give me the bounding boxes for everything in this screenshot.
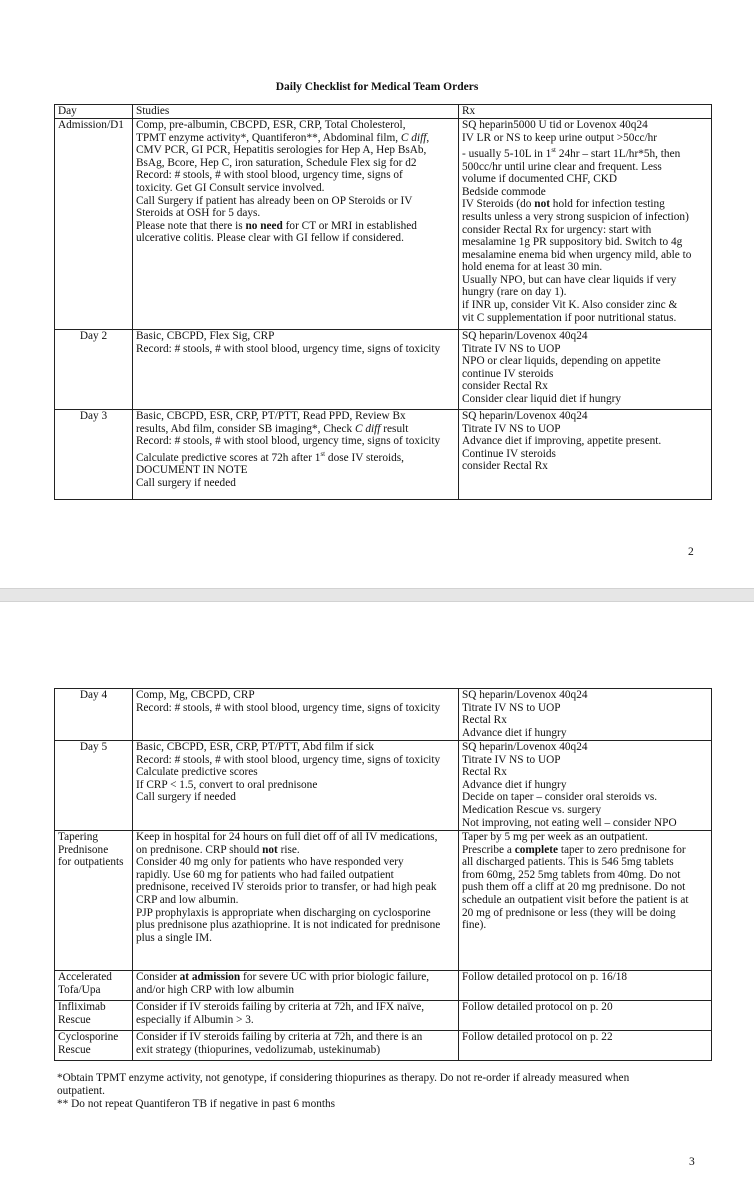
- day-cell: [55, 1031, 133, 1061]
- studies-line: Record: # stools, # with stool blood, urgency time, signs of toxicity: [136, 753, 441, 766]
- rx-line: - usually 5-10L in 1st 24hr – start 1L/hr*5h, then: [462, 146, 681, 160]
- studies-cell: [133, 119, 459, 330]
- day-line: Tapering: [58, 831, 98, 843]
- day-cell: Day 3: [55, 410, 133, 500]
- rx-line: Bedside commode: [462, 185, 546, 198]
- studies-line: CRP and low albumin.: [136, 893, 239, 906]
- rx-line: Advance diet if improving, appetite present.: [462, 435, 662, 448]
- rx-cell: [459, 410, 712, 500]
- day-line: Cyclosporine: [58, 1031, 119, 1043]
- table-row: [55, 741, 712, 831]
- rx-line: Follow detailed protocol on p. 20: [462, 1001, 613, 1013]
- rx-cell: [459, 741, 712, 831]
- footnote-line: outpatient.: [57, 1084, 106, 1097]
- studies-cell: [133, 330, 459, 410]
- day-cell: Admission/D1: [55, 119, 133, 330]
- studies-line: prednisone, received IV steroids prior to transfer, or had high peak: [136, 881, 437, 894]
- table-row: [55, 119, 712, 330]
- rx-cell: [459, 1001, 712, 1031]
- rx-line: from 60mg, 252 5mg tablets from 40mg. Do not: [462, 868, 681, 881]
- day-cell: [55, 689, 133, 741]
- rx-line: Titrate IV NS to UOP: [462, 753, 561, 766]
- table-row: [55, 1031, 712, 1061]
- studies-line: Please note that there is no need for CT or MRI in established: [136, 219, 417, 232]
- rx-line: volume if documented CHF, CKD: [462, 173, 618, 186]
- studies-line: TPMT enzyme activity*, Quantiferon**, Abdominal film, C diff,: [136, 131, 430, 144]
- rx-line: consider Rectal Rx for urgency: start with: [462, 223, 652, 236]
- rx-line: Advance diet if hungry: [462, 778, 567, 791]
- day-cell: Day 2: [55, 330, 133, 410]
- studies-line: Calculate predictive scores at 72h after 1st dose IV steroids,: [136, 449, 404, 464]
- rx-line: mesalamine 1g PR suppository bid. Switch to 4g: [462, 236, 683, 249]
- rx-line: Continue IV steroids: [462, 447, 556, 460]
- rx-line: all discharged patients. This is 546 5mg tablets: [462, 856, 674, 869]
- studies-cell: [133, 1001, 459, 1031]
- rx-line: hold enema for at least 30 min.: [462, 261, 603, 274]
- rx-line: results unless a very strong suspicion of infection): [462, 210, 689, 223]
- studies-line: BsAg, Bcore, Hep C, iron saturation, Schedule Flex sig for d2: [136, 156, 417, 169]
- studies-line: Record: # stools, # with stool blood, urgency time, signs of toxicity: [136, 435, 441, 448]
- studies-line: Call surgery if needed: [136, 791, 236, 804]
- rx-line: Consider clear liquid diet if hungry: [462, 392, 622, 405]
- rx-line: continue IV steroids: [462, 367, 554, 380]
- day-line: Infliximab: [58, 1001, 106, 1013]
- footnote-quantiferon: [57, 1098, 335, 1111]
- table-row: [55, 1001, 712, 1031]
- document-page-2: [0, 0, 754, 588]
- header-row: [55, 105, 712, 119]
- table-row: [55, 831, 712, 971]
- rx-line: 500cc/hr until urine clear and frequent. Less: [462, 160, 662, 173]
- studies-cell: [133, 410, 459, 500]
- studies-line: Record: # stools, # with stool blood, urgency time, signs of toxicity: [136, 342, 441, 355]
- rx-cell: [459, 831, 712, 971]
- studies-line: on prednisone. CRP should not rise.: [136, 843, 300, 856]
- day-line: Accelerated: [58, 971, 112, 983]
- rx-line: SQ heparin/Lovenox 40q24: [462, 330, 588, 342]
- table-row: [55, 971, 712, 1001]
- studies-line: Record: # stools, # with stool blood, urgency time, signs of: [136, 169, 403, 182]
- studies-line: and/or high CRP with low albumin: [136, 983, 295, 996]
- studies-cell: [133, 971, 459, 1001]
- rx-line: SQ heparin/Lovenox 40q24: [462, 741, 588, 753]
- day-cell: [55, 1001, 133, 1031]
- rx-line: Advance diet if hungry: [462, 726, 567, 739]
- rx-line: 20 mg of prednisone or less (they will be doing: [462, 906, 676, 919]
- page-number: 3: [689, 1156, 695, 1168]
- day-cell: [55, 741, 133, 831]
- studies-cell: [133, 741, 459, 831]
- studies-line: Comp, Mg, CBCPD, CRP: [136, 689, 255, 701]
- rx-line: Medication Rescue vs. surgery: [462, 803, 602, 816]
- header-studies: Studies: [133, 105, 459, 119]
- studies-line: Basic, CBCPD, ESR, CRP, PT/PTT, Read PPD, Review Bx: [136, 410, 406, 422]
- footnote-line: *Obtain TPMT enzyme activity, not genotype, if considering thiopurines as therapy. Do not re-order if already measured when: [57, 1072, 630, 1084]
- studies-line: Comp, pre-albumin, CBCPD, ESR, CRP, Total Cholesterol,: [136, 119, 406, 131]
- rx-line: hungry (rare on day 1).: [462, 286, 567, 299]
- studies-line: Consider at admission for severe UC with prior biologic failure,: [136, 971, 430, 983]
- rx-line: Usually NPO, but can have clear liquids if very: [462, 273, 677, 286]
- footnote-line: ** Do not repeat Quantiferon TB if negative in past 6 months: [57, 1098, 336, 1110]
- day-line: for outpatients: [58, 856, 124, 869]
- studies-line: Keep in hospital for 24 hours on full diet off of all IV medications,: [136, 831, 438, 843]
- footnote-tpmt: [57, 1072, 629, 1097]
- rx-line: NPO or clear liquids, depending on appetite: [462, 355, 661, 368]
- header-day: Day: [55, 105, 133, 119]
- studies-line: Call Surgery if patient has already been on OP Steroids or IV: [136, 194, 413, 207]
- studies-cell: [133, 1031, 459, 1061]
- rx-line: IV LR or NS to keep urine output >50cc/hr: [462, 131, 658, 144]
- rx-line: Rectal Rx: [462, 766, 507, 779]
- studies-line: Consider 40 mg only for patients who have responded very: [136, 856, 404, 869]
- day-line: Tofa/Upa: [58, 983, 101, 996]
- studies-line: Basic, CBCPD, Flex Sig, CRP: [136, 330, 275, 342]
- rx-cell: [459, 119, 712, 330]
- header-rx: Rx: [459, 105, 712, 119]
- day-cell: [55, 971, 133, 1001]
- rx-cell: [459, 1031, 712, 1061]
- rx-line: mesalamine enema bid when urgency mild, able to: [462, 248, 692, 261]
- rx-line: Rectal Rx: [462, 714, 507, 727]
- studies-line: plus prednisone plus azathioprine. It is not indicated for prednisone: [136, 919, 441, 932]
- orders-table-page-3: [54, 688, 712, 1061]
- rx-line: Decide on taper – consider oral steroids vs.: [462, 791, 658, 804]
- page-separator: [0, 588, 754, 602]
- document-page-3: [0, 602, 754, 1200]
- rx-cell: [459, 330, 712, 410]
- rx-line: SQ heparin/Lovenox 40q24: [462, 410, 588, 422]
- rx-line: if INR up, consider Vit K. Also consider zinc &: [462, 299, 678, 312]
- studies-line: CMV PCR, GI PCR, Hepatitis serologies for Hep A, Hep BsAb,: [136, 144, 427, 157]
- rx-line: Follow detailed protocol on p. 22: [462, 1031, 613, 1043]
- studies-line: Calculate predictive scores: [136, 766, 258, 779]
- rx-cell: [459, 971, 712, 1001]
- studies-line: plus a single IM.: [136, 931, 212, 944]
- studies-cell: [133, 831, 459, 971]
- rx-line: vit C supplementation if poor nutritional status.: [462, 311, 677, 324]
- rx-line: push them off a cliff at 20 mg prednisone. Do not: [462, 881, 686, 894]
- studies-line: ulcerative colitis. Please clear with GI fellow if considered.: [136, 232, 404, 245]
- studies-line: DOCUMENT IN NOTE: [136, 464, 248, 477]
- rx-line: IV Steroids (do not hold for infection testing: [462, 198, 665, 211]
- rx-line: Prescribe a complete taper to zero prednisone for: [462, 843, 686, 856]
- studies-line: Consider if IV steroids failing by criteria at 72h, and there is an: [136, 1031, 423, 1043]
- rx-line: consider Rectal Rx: [462, 460, 548, 473]
- day-line: Rescue: [58, 1043, 91, 1056]
- day-line: Rescue: [58, 1013, 91, 1026]
- studies-line: Steroids at OSH for 5 days.: [136, 207, 261, 220]
- studies-line: Call surgery if needed: [136, 476, 236, 489]
- table-row: [55, 410, 712, 500]
- studies-line: toxicity. Get GI Consult service involved.: [136, 181, 325, 194]
- studies-line: especially if Albumin > 3.: [136, 1013, 254, 1026]
- studies-line: exit strategy (thiopurines, vedolizumab, ustekinumab): [136, 1043, 381, 1056]
- studies-line: rapidly. Use 60 mg for patients who had failed outpatient: [136, 868, 394, 881]
- rx-cell: [459, 689, 712, 741]
- studies-line: PJP prophylaxis is appropriate when discharging on cyclosporine: [136, 906, 431, 919]
- rx-line: Titrate IV NS to UOP: [462, 701, 561, 714]
- studies-line: Basic, CBCPD, ESR, CRP, PT/PTT, Abd film if sick: [136, 741, 375, 753]
- studies-line: If CRP < 1.5, convert to oral prednisone: [136, 778, 318, 791]
- studies-line: results, Abd film, consider SB imaging*, Check C diff result: [136, 422, 409, 435]
- studies-line: Record: # stools, # with stool blood, urgency time, signs of toxicity: [136, 701, 441, 714]
- rx-line: consider Rectal Rx: [462, 380, 548, 393]
- rx-line: schedule an outpatient visit before the patient is at: [462, 893, 689, 906]
- rx-line: fine).: [462, 919, 487, 932]
- rx-line: SQ heparin5000 U tid or Lovenox 40q24: [462, 119, 648, 131]
- rx-line: SQ heparin/Lovenox 40q24: [462, 689, 588, 701]
- day-line: Day 5: [79, 741, 108, 753]
- page-title: Daily Checklist for Medical Team Orders: [275, 81, 479, 93]
- rx-line: Follow detailed protocol on p. 16/18: [462, 971, 628, 983]
- studies-line: Consider if IV steroids failing by criteria at 72h, and IFX naïve,: [136, 1001, 425, 1013]
- page-number: 2: [688, 546, 694, 558]
- studies-cell: [133, 689, 459, 741]
- rx-line: Titrate IV NS to UOP: [462, 342, 561, 355]
- day-line: Day 4: [79, 689, 108, 701]
- rx-line: Titrate IV NS to UOP: [462, 422, 561, 435]
- day-line: Prednisone: [58, 843, 109, 856]
- table-row: [55, 330, 712, 410]
- orders-table-page-2: [54, 104, 712, 500]
- day-cell: [55, 831, 133, 971]
- rx-line: Taper by 5 mg per week as an outpatient.: [462, 831, 648, 843]
- table-row: [55, 689, 712, 741]
- rx-line: Not improving, not eating well – consider NPO: [462, 816, 677, 829]
